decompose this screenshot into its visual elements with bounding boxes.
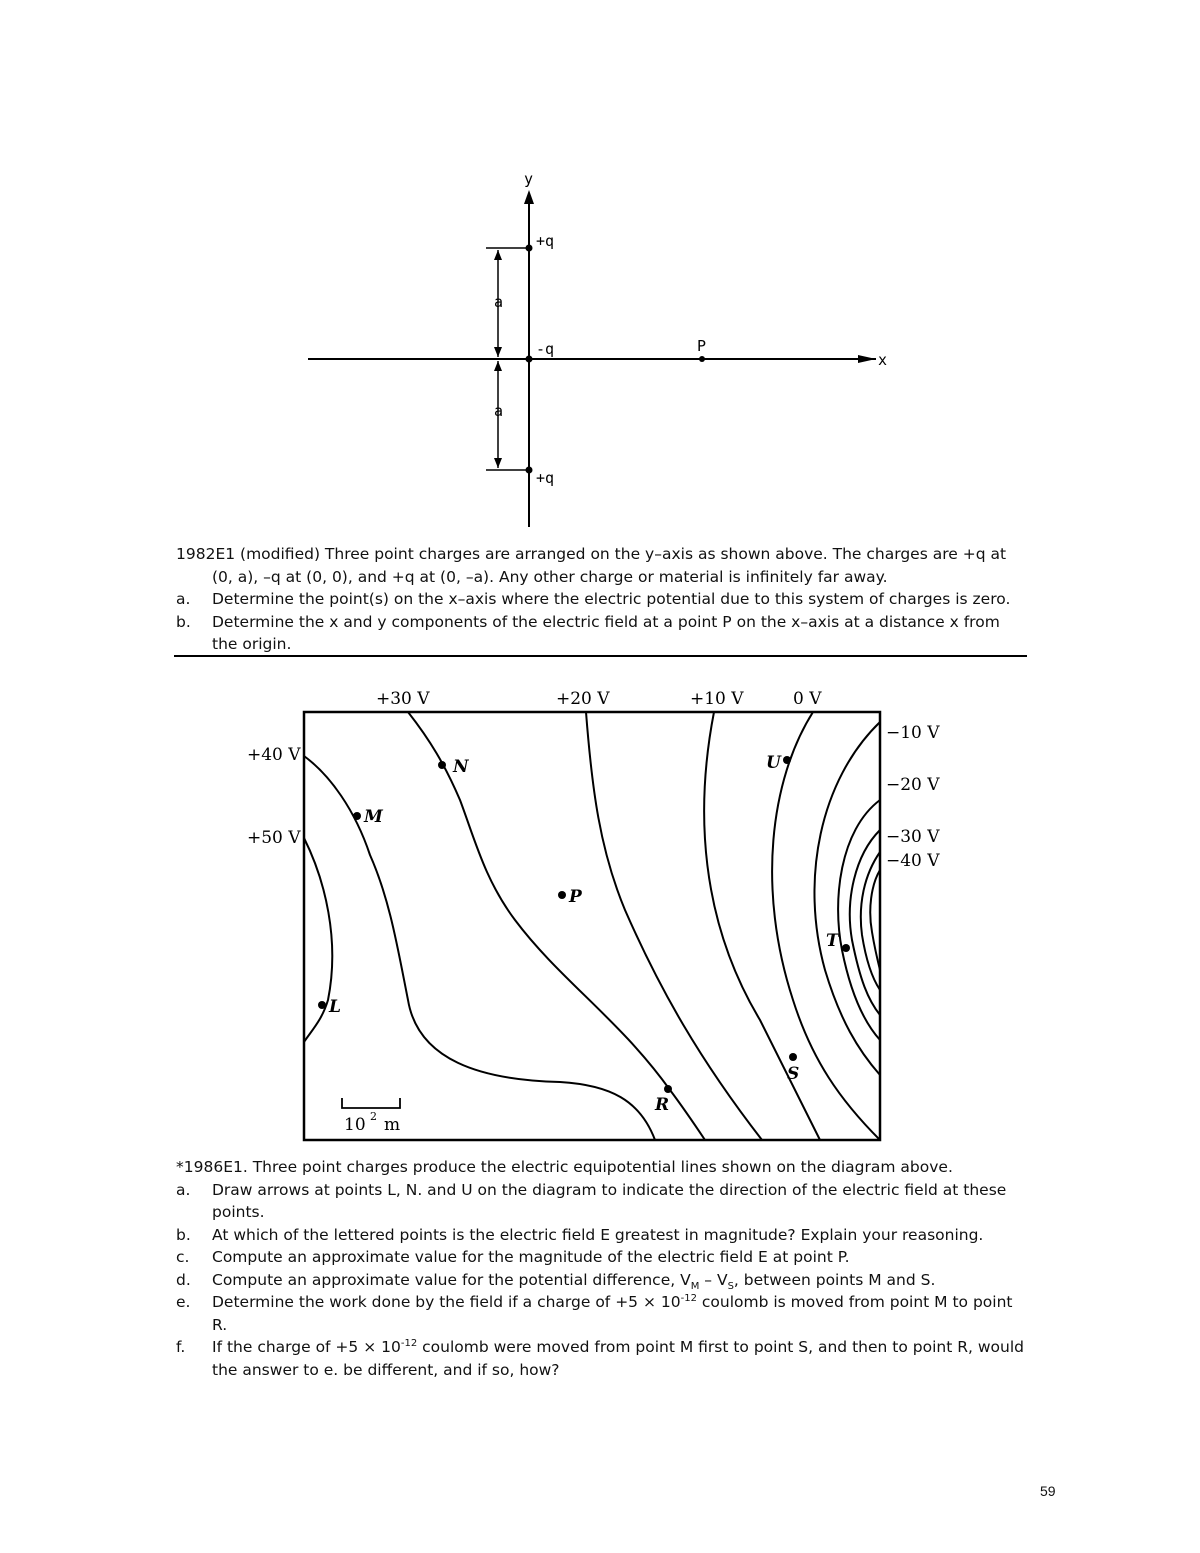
problem-1982e1 <box>176 543 1026 656</box>
part-text: Draw arrows at points L, N. and U on the diagram to indicate the direction of the electric field at these points. <box>212 1180 1007 1221</box>
part-e-pre: Determine the work done by the field if a charge of +5 × 10 <box>212 1293 681 1311</box>
part-label: a. <box>176 590 191 608</box>
part-text: Determine the point(s) on the x–axis where the electric potential due to this system of charges is zero. <box>212 590 1011 608</box>
part-d-mid: – V <box>699 1270 728 1289</box>
x-axis-label: x <box>878 351 888 369</box>
part-f-post: coulomb were moved from point M first to point S, and then to point R, would the answer to e. be different, and if so, how? <box>212 1338 1024 1379</box>
charge-top-label: +q <box>536 232 555 250</box>
problem-2-part-b <box>176 1224 1026 1247</box>
charge-bottom-dot <box>526 467 533 474</box>
right-label-minus-40: −40 V <box>886 851 940 871</box>
upper-dim-arrow-bottom <box>494 347 502 357</box>
part-d-pre: Compute an approximate value for the potential difference, V <box>212 1270 691 1289</box>
charge-origin-label: -q <box>536 340 555 358</box>
problem-2-part-d <box>176 1269 1026 1292</box>
problem-2-part-c <box>176 1246 1026 1269</box>
lower-dim-arrow-bottom <box>494 458 502 468</box>
upper-spacing-label: a <box>494 293 504 311</box>
part-label: f. <box>176 1338 186 1356</box>
part-label: d. <box>176 1270 191 1289</box>
point-r-dot <box>664 1085 672 1093</box>
problem-2-intro: *1986E1. Three point charges produce the electric equipotential lines shown on the diagram above. <box>176 1158 953 1176</box>
part-d-sub-s: S <box>727 1280 734 1292</box>
part-f-exp: -12 <box>400 1337 418 1349</box>
point-n-dot <box>438 761 446 769</box>
equipotential-plus-20 <box>586 712 762 1140</box>
x-axis-arrowhead <box>858 355 876 363</box>
problem-1-intro <box>176 543 1026 588</box>
scale-exponent: 2 <box>370 1110 377 1123</box>
top-label-plus-10: +10 V <box>690 689 744 709</box>
part-text <box>212 1291 1026 1336</box>
top-label-plus-30: +30 V <box>376 689 430 709</box>
section-divider <box>174 655 1027 657</box>
y-axis-arrowhead <box>524 190 534 204</box>
right-label-minus-20: −20 V <box>886 775 940 795</box>
point-m-dot <box>353 812 361 820</box>
left-label-plus-40: +40 V <box>247 745 301 765</box>
point-p-dot <box>558 891 566 899</box>
point-m-label: M <box>364 807 383 827</box>
upper-dim-arrow-top <box>494 250 502 260</box>
point-s-dot <box>789 1053 797 1061</box>
part-d-post: , between points M and S. <box>733 1270 936 1289</box>
right-label-minus-30: −30 V <box>886 827 940 847</box>
part-label: b. <box>176 1225 191 1244</box>
part-text: At which of the lettered points is the electric field E greatest in magnitude? Explain your reasoning. <box>212 1225 984 1244</box>
top-label-zero: 0 V <box>793 689 822 709</box>
point-s-label: S <box>787 1064 800 1084</box>
part-d-sub-m: M <box>690 1280 700 1292</box>
problem-2-part-f <box>176 1336 1026 1381</box>
equipotential-figure <box>230 680 990 1150</box>
lower-dim-arrow-top <box>494 361 502 371</box>
point-n-label: N <box>453 757 469 777</box>
problem-1-part-a <box>176 588 1026 611</box>
part-e-post: coulomb is moved from point M to point R. <box>212 1293 1013 1334</box>
charge-axis-figure <box>290 160 910 540</box>
part-text: Compute an approximate value for the magnitude of the electric field E at point P. <box>212 1248 850 1266</box>
point-u-label: U <box>766 753 781 773</box>
part-label: c. <box>176 1248 190 1266</box>
problem-2-part-a <box>176 1179 1026 1224</box>
problem-1-intro-line2: (0, a), –q at (0, 0), and +q at (0, –a). Any other charge or material is infinitely far away. <box>212 567 888 586</box>
problem-1986e1 <box>176 1156 1026 1381</box>
charge-origin-dot <box>526 356 533 363</box>
point-t-dot <box>842 944 850 952</box>
left-label-plus-50: +50 V <box>247 828 301 848</box>
part-label: b. <box>176 612 191 631</box>
equipotential-minus-50 <box>870 870 880 970</box>
point-p-label: P <box>697 337 707 355</box>
scale-bar <box>342 1098 400 1108</box>
problem-1-part-b <box>176 611 1026 656</box>
point-t-label: T <box>826 931 839 951</box>
scale-unit: m <box>384 1115 401 1135</box>
point-l-dot <box>318 1001 326 1009</box>
part-e-exp: -12 <box>680 1292 697 1304</box>
right-label-minus-10: −10 V <box>886 723 940 743</box>
part-text: Determine the x and y components of the electric field at a point P on the x–axis at a distance x from the origin. <box>212 612 1000 653</box>
part-text <box>212 1336 1026 1381</box>
y-axis-label: y <box>524 170 534 188</box>
point-p-label: P <box>569 887 582 907</box>
part-text <box>212 1269 1026 1292</box>
point-u-dot <box>783 756 791 764</box>
page-number: 59 <box>1040 1483 1056 1499</box>
charge-top-dot <box>526 245 533 252</box>
lower-spacing-label: a <box>494 402 504 420</box>
top-label-plus-20: +20 V <box>556 689 610 709</box>
scale-base: 10 <box>344 1115 366 1135</box>
part-label: a. <box>176 1180 191 1199</box>
problem-1-intro-line1: 1982E1 (modified) Three point charges are arranged on the y–axis as shown above. The charges are +q at <box>176 545 1007 563</box>
point-r-label: R <box>655 1095 670 1115</box>
part-label: e. <box>176 1293 191 1311</box>
charge-bottom-label: +q <box>536 469 555 487</box>
equipotential-plus-10 <box>704 712 820 1140</box>
part-f-pre: If the charge of +5 × 10 <box>212 1338 401 1356</box>
point-l-label: L <box>329 997 341 1017</box>
problem-2-part-e <box>176 1291 1026 1336</box>
point-p-dot <box>699 356 705 362</box>
